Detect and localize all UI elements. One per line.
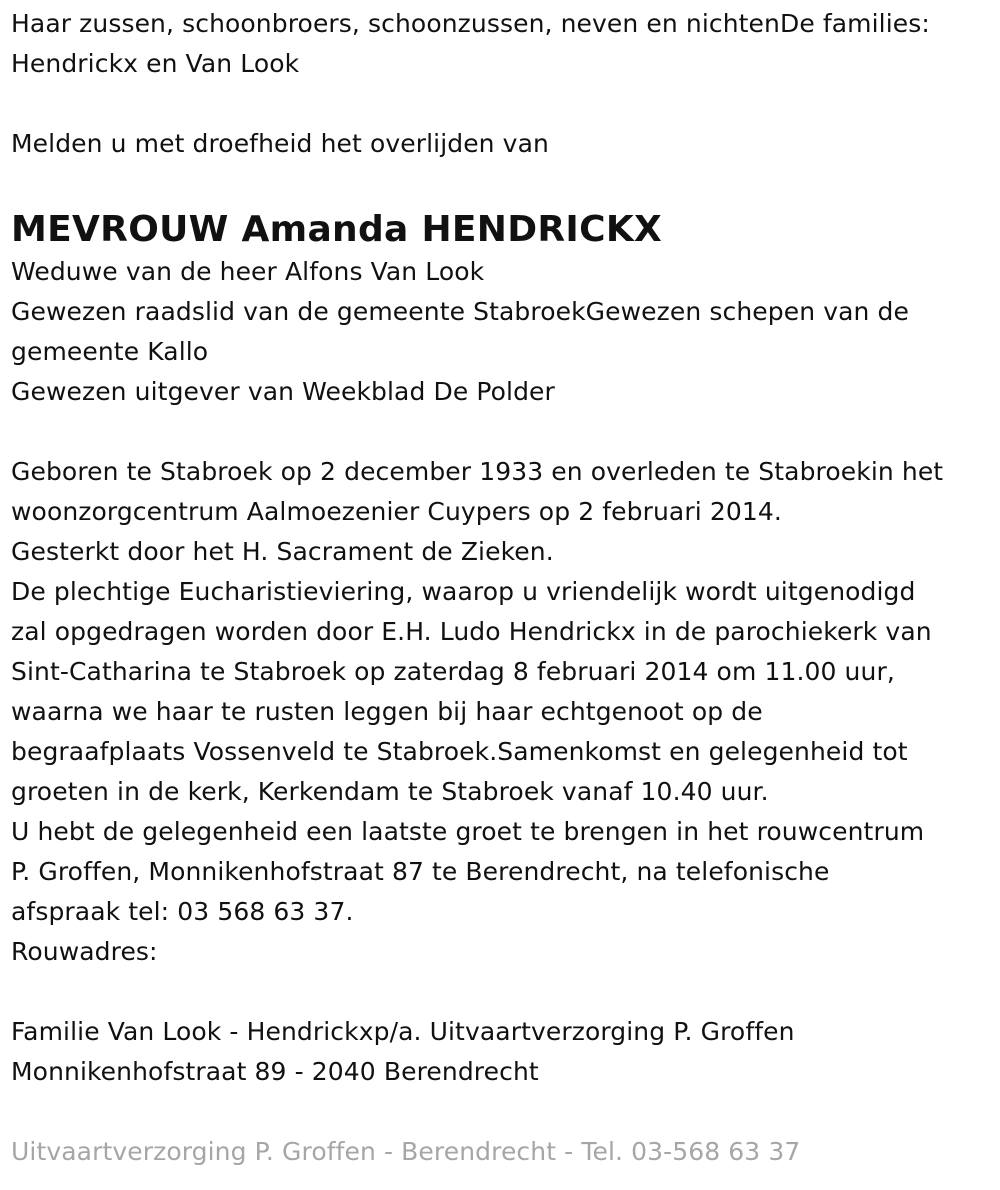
intro-text: Melden u met droefheid het overlijden van: [11, 129, 549, 158]
address-line-2: Monnikenhofstraat 89 - 2040 Berendrecht: [11, 1057, 539, 1086]
body-line-1: Geboren te Stabroek op 2 december 1933 en overleden te Stabroekin het: [11, 457, 944, 486]
title-line-3: gemeente Kallo: [11, 337, 209, 366]
title-line-4: Gewezen uitgever van Weekblad De Polder: [11, 377, 555, 406]
funeral-home-footer: Uitvaartverzorging P. Groffen - Berendrecht - Tel. 03-568 63 37: [11, 1137, 801, 1166]
families-line-2: Hendrickx en Van Look: [11, 49, 300, 78]
death-notice: [11, 4, 993, 1172]
spacer: [11, 1092, 993, 1132]
body-line-3: Gesterkt door het H. Sacrament de Zieken.: [11, 537, 554, 566]
address-line-1: Familie Van Look - Hendrickxp/a. Uitvaartverzorging P. Groffen: [11, 1017, 795, 1046]
body-line-6: Sint-Catharina te Stabroek op zaterdag 8 februari 2014 om 11.00 uur,: [11, 657, 895, 686]
spacer: [11, 164, 993, 204]
body-line-12: afspraak tel: 03 568 63 37.: [11, 897, 354, 926]
mourning-address-label: Rouwadres:: [11, 937, 158, 966]
body-line-9: groeten in de kerk, Kerkendam te Stabroek vanaf 10.40 uur.: [11, 777, 769, 806]
body-line-10: U hebt de gelegenheid een laatste groet te brengen in het rouwcentrum: [11, 817, 925, 846]
body-line-2: woonzorgcentrum Aalmoezenier Cuypers op 2 februari 2014.: [11, 497, 782, 526]
body-line-11: P. Groffen, Monnikenhofstraat 87 te Berendrecht, na telefonische: [11, 857, 830, 886]
body-line-4: De plechtige Eucharistieviering, waarop u vriendelijk wordt uitgenodigd: [11, 577, 916, 606]
body-line-7: waarna we haar te rusten leggen bij haar echtgenoot op de: [11, 697, 763, 726]
spacer: [11, 84, 993, 124]
body-line-5: zal opgedragen worden door E.H. Ludo Hendrickx in de parochiekerk van: [11, 617, 932, 646]
deceased-name: MEVROUW Amanda HENDRICKX: [11, 209, 663, 250]
title-line-2: Gewezen raadslid van de gemeente StabroekGewezen schepen van de: [11, 297, 909, 326]
spacer: [11, 412, 993, 452]
body-line-8: begraafplaats Vossenveld te Stabroek.Samenkomst en gelegenheid tot: [11, 737, 908, 766]
families-line-1: Haar zussen, schoonbroers, schoonzussen, neven en nichtenDe families:: [11, 9, 930, 38]
title-line-1: Weduwe van de heer Alfons Van Look: [11, 257, 485, 286]
spacer: [11, 972, 993, 1012]
